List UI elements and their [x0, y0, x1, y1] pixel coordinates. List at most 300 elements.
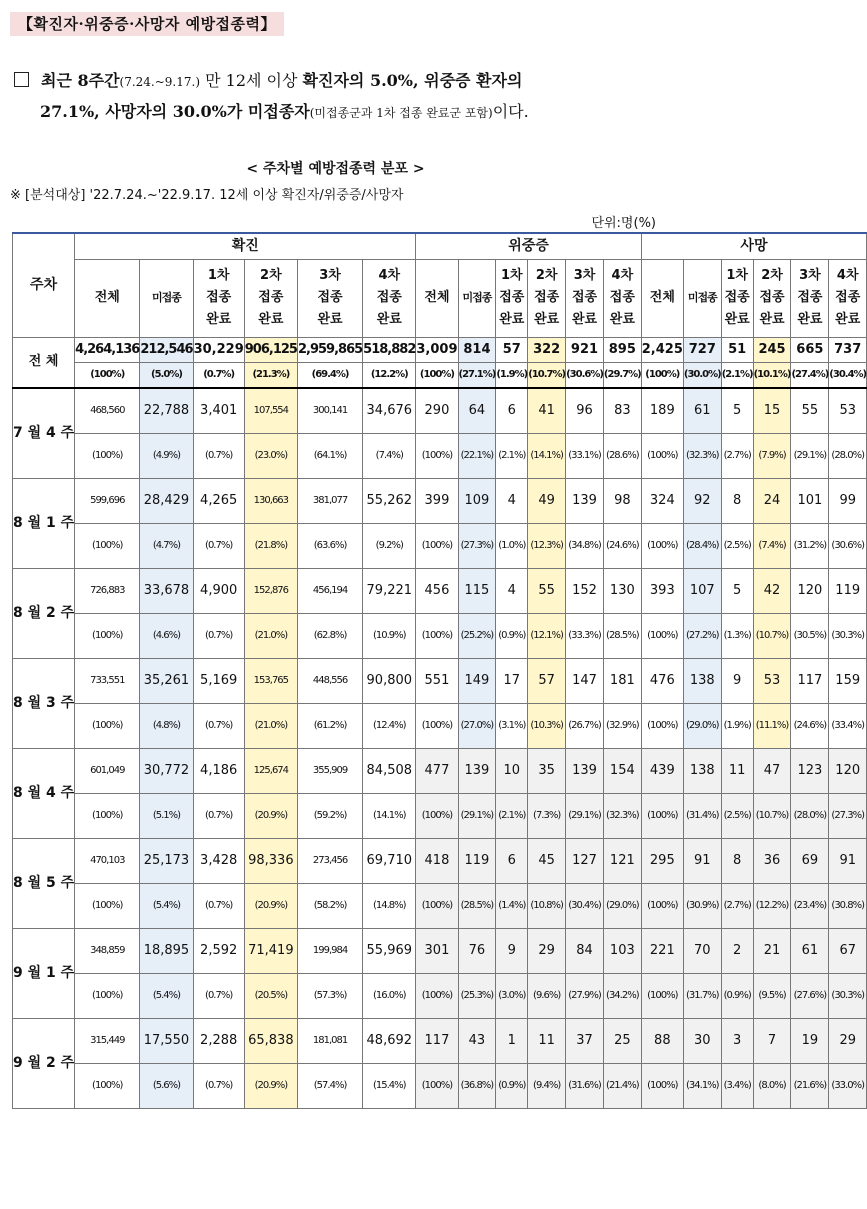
cell-count: 15 [753, 388, 791, 434]
cell-count: 301 [416, 928, 458, 973]
cell-percent: (61.2%) [297, 703, 362, 748]
cell-count: 551 [416, 658, 458, 703]
cell-percent: (10.8%) [528, 883, 566, 928]
cell-percent: (12.1%) [528, 613, 566, 658]
week-header: 주차 [13, 233, 75, 337]
cell-count: 159 [829, 658, 867, 703]
cell-count: 84,508 [363, 748, 416, 793]
cell-count: 117 [416, 1018, 458, 1063]
cell-count: 139 [458, 748, 496, 793]
cell-percent: (25.2%) [458, 613, 496, 658]
bullet-period: (7.24.~9.17.) [119, 75, 201, 89]
cell-count: 290 [416, 388, 458, 434]
cell-percent: (15.4%) [363, 1063, 416, 1108]
cell-percent: (31.4%) [683, 793, 721, 838]
cell-count: 67 [829, 928, 867, 973]
cell-percent: (0.7%) [193, 883, 244, 928]
cell-count: 470,103 [75, 838, 140, 883]
cell-count: 99 [829, 478, 867, 523]
cell-percent: (32.3%) [603, 793, 641, 838]
cell-count: 79,221 [363, 568, 416, 613]
cell-count: 733,551 [75, 658, 140, 703]
col-header: 2차 접종 완료 [528, 259, 566, 337]
cell-count: 103 [603, 928, 641, 973]
cell-count: 55,262 [363, 478, 416, 523]
cell-count: 53 [753, 658, 791, 703]
cell-count: 315,449 [75, 1018, 140, 1063]
cell-percent: (12.2%) [363, 362, 416, 388]
cell-percent: (23.0%) [244, 433, 297, 478]
cell-count: 55 [791, 388, 829, 434]
cell-percent: (27.2%) [683, 613, 721, 658]
cell-count: 2,959,865 [297, 337, 362, 362]
cell-percent: (4.9%) [140, 433, 193, 478]
cell-percent: (16.0%) [363, 973, 416, 1018]
cell-percent: (21.3%) [244, 362, 297, 388]
cell-count: 737 [829, 337, 867, 362]
cell-count: 5 [721, 388, 753, 434]
cell-percent: (29.0%) [683, 703, 721, 748]
cell-percent: (30.4%) [829, 362, 867, 388]
cell-count: 121 [603, 838, 641, 883]
cell-count: 11 [721, 748, 753, 793]
cell-count: 35 [528, 748, 566, 793]
cell-count: 273,456 [297, 838, 362, 883]
cell-percent: (33.4%) [829, 703, 867, 748]
cell-count: 139 [566, 748, 604, 793]
col-header: 3차 접종 완료 [791, 259, 829, 337]
cell-count: 2,592 [193, 928, 244, 973]
cell-count: 4,264,136 [75, 337, 140, 362]
cell-count: 22,788 [140, 388, 193, 434]
cell-percent: (7.3%) [528, 793, 566, 838]
bullet-text-4: 27.1%, 사망자의 30.0%가 미접종자 [40, 102, 310, 121]
cell-count: 138 [683, 658, 721, 703]
cell-percent: (2.5%) [721, 793, 753, 838]
cell-percent: (4.6%) [140, 613, 193, 658]
cell-count: 55,969 [363, 928, 416, 973]
cell-count: 33,678 [140, 568, 193, 613]
col-header: 미접종 [140, 259, 193, 337]
cell-count: 61 [683, 388, 721, 434]
cell-percent: (0.7%) [193, 613, 244, 658]
cell-percent: (59.2%) [297, 793, 362, 838]
cell-percent: (5.4%) [140, 973, 193, 1018]
cell-percent: (5.4%) [140, 883, 193, 928]
cell-count: 34,676 [363, 388, 416, 434]
cell-percent: (7.4%) [753, 523, 791, 568]
cell-count: 245 [753, 337, 791, 362]
cell-percent: (100%) [75, 362, 140, 388]
cell-count: 727 [683, 337, 721, 362]
cell-count: 91 [829, 838, 867, 883]
cell-count: 181,081 [297, 1018, 362, 1063]
cell-percent: (100%) [75, 1063, 140, 1108]
cell-count: 221 [641, 928, 683, 973]
col-header: 미접종 [458, 259, 496, 337]
cell-percent: (10.1%) [753, 362, 791, 388]
cell-percent: (4.8%) [140, 703, 193, 748]
cell-percent: (14.8%) [363, 883, 416, 928]
week-label: 8 월 2 주 [13, 568, 75, 658]
cell-count: 115 [458, 568, 496, 613]
col-header: 2차 접종 완료 [244, 259, 297, 337]
cell-percent: (31.2%) [791, 523, 829, 568]
cell-percent: (100%) [75, 883, 140, 928]
cell-percent: (29.1%) [458, 793, 496, 838]
cell-count: 814 [458, 337, 496, 362]
cell-percent: (100%) [641, 362, 683, 388]
cell-count: 69,710 [363, 838, 416, 883]
cell-count: 30 [683, 1018, 721, 1063]
cell-percent: (100%) [641, 973, 683, 1018]
cell-count: 88 [641, 1018, 683, 1063]
cell-percent: (64.1%) [297, 433, 362, 478]
week-label: 8 월 4 주 [13, 748, 75, 838]
cell-percent: (27.1%) [458, 362, 496, 388]
cell-count: 125,674 [244, 748, 297, 793]
cell-percent: (1.9%) [721, 703, 753, 748]
cell-percent: (21.8%) [244, 523, 297, 568]
cell-count: 109 [458, 478, 496, 523]
cell-count: 381,077 [297, 478, 362, 523]
cell-percent: (69.4%) [297, 362, 362, 388]
cell-percent: (30.9%) [683, 883, 721, 928]
cell-percent: (30.5%) [791, 613, 829, 658]
cell-percent: (27.6%) [791, 973, 829, 1018]
cell-percent: (9.5%) [753, 973, 791, 1018]
cell-count: 348,859 [75, 928, 140, 973]
week-label: 9 월 1 주 [13, 928, 75, 1018]
cell-percent: (5.6%) [140, 1063, 193, 1108]
cell-count: 418 [416, 838, 458, 883]
cell-count: 21 [753, 928, 791, 973]
cell-percent: (100%) [416, 973, 458, 1018]
cell-percent: (100%) [641, 613, 683, 658]
cell-percent: (20.9%) [244, 1063, 297, 1108]
unit-label: 단위:명(%) [591, 216, 656, 231]
cell-percent: (2.7%) [721, 433, 753, 478]
cell-count: 921 [566, 337, 604, 362]
bullet-text-2: 만 12세 이상 [200, 71, 303, 90]
cell-count: 4 [496, 568, 528, 613]
cell-count: 6 [496, 388, 528, 434]
cell-count: 393 [641, 568, 683, 613]
cell-count: 152,876 [244, 568, 297, 613]
cell-count: 601,049 [75, 748, 140, 793]
cell-percent: (1.9%) [496, 362, 528, 388]
cell-count: 120 [791, 568, 829, 613]
vaccination-table [12, 232, 867, 1109]
cell-percent: (100%) [75, 613, 140, 658]
cell-percent: (9.2%) [363, 523, 416, 568]
cell-count: 324 [641, 478, 683, 523]
cell-percent: (3.0%) [496, 973, 528, 1018]
cell-count: 130,663 [244, 478, 297, 523]
cell-percent: (27.3%) [458, 523, 496, 568]
cell-count: 30,772 [140, 748, 193, 793]
cell-percent: (100%) [641, 793, 683, 838]
cell-count: 35,261 [140, 658, 193, 703]
cell-count: 322 [528, 337, 566, 362]
cell-percent: (0.7%) [193, 523, 244, 568]
page-title: 【확진자·위중증·사망자 예방접종력】 [10, 12, 284, 36]
cell-count: 25 [603, 1018, 641, 1063]
cell-count: 96 [566, 388, 604, 434]
cell-count: 5,169 [193, 658, 244, 703]
cell-percent: (2.7%) [721, 883, 753, 928]
cell-count: 117 [791, 658, 829, 703]
cell-count: 2,425 [641, 337, 683, 362]
cell-percent: (100%) [416, 1063, 458, 1108]
cell-count: 1 [496, 1018, 528, 1063]
cell-percent: (25.3%) [458, 973, 496, 1018]
cell-count: 4 [496, 478, 528, 523]
cell-percent: (30.4%) [566, 883, 604, 928]
cell-percent: (34.1%) [683, 1063, 721, 1108]
cell-percent: (0.7%) [193, 703, 244, 748]
cell-count: 2 [721, 928, 753, 973]
cell-percent: (29.7%) [603, 362, 641, 388]
cell-percent: (34.2%) [603, 973, 641, 1018]
cell-percent: (57.3%) [297, 973, 362, 1018]
cell-percent: (14.1%) [528, 433, 566, 478]
cell-count: 11 [528, 1018, 566, 1063]
analysis-note: ※ [분석대상] '22.7.24.~'22.9.17. 12세 이상 확진자/위중증/사망자 [10, 188, 404, 203]
cell-percent: (30.8%) [829, 883, 867, 928]
cell-percent: (32.3%) [683, 433, 721, 478]
cell-percent: (1.0%) [496, 523, 528, 568]
cell-percent: (10.7%) [753, 793, 791, 838]
cell-percent: (22.1%) [458, 433, 496, 478]
col-header: 2차 접종 완료 [753, 259, 791, 337]
cell-count: 17,550 [140, 1018, 193, 1063]
cell-count: 476 [641, 658, 683, 703]
cell-count: 153,765 [244, 658, 297, 703]
cell-percent: (10.3%) [528, 703, 566, 748]
cell-percent: (12.2%) [753, 883, 791, 928]
cell-percent: (100%) [75, 793, 140, 838]
week-label: 8 월 3 주 [13, 658, 75, 748]
cell-percent: (100%) [641, 703, 683, 748]
cell-percent: (100%) [416, 793, 458, 838]
cell-count: 906,125 [244, 337, 297, 362]
cell-percent: (100%) [641, 1063, 683, 1108]
cell-count: 70 [683, 928, 721, 973]
cell-percent: (29.1%) [791, 433, 829, 478]
cell-count: 3 [721, 1018, 753, 1063]
cell-count: 64 [458, 388, 496, 434]
cell-percent: (100%) [416, 362, 458, 388]
cell-count: 120 [829, 748, 867, 793]
cell-percent: (0.7%) [193, 793, 244, 838]
cell-percent: (5.1%) [140, 793, 193, 838]
cell-count: 8 [721, 838, 753, 883]
bullet-text-1: 최근 8주간 [41, 71, 120, 90]
cell-percent: (29.1%) [566, 793, 604, 838]
cell-count: 139 [566, 478, 604, 523]
cell-percent: (29.0%) [603, 883, 641, 928]
cell-count: 53 [829, 388, 867, 434]
cell-percent: (100%) [641, 433, 683, 478]
cell-count: 456 [416, 568, 458, 613]
cell-count: 154 [603, 748, 641, 793]
cell-count: 399 [416, 478, 458, 523]
cell-percent: (28.6%) [603, 433, 641, 478]
cell-count: 18,895 [140, 928, 193, 973]
cell-count: 61 [791, 928, 829, 973]
cell-percent: (30.3%) [829, 613, 867, 658]
cell-count: 19 [791, 1018, 829, 1063]
cell-percent: (10.7%) [753, 613, 791, 658]
cell-percent: (100%) [75, 433, 140, 478]
cell-percent: (0.7%) [193, 433, 244, 478]
cell-count: 599,696 [75, 478, 140, 523]
col-header: 1차 접종 완료 [721, 259, 753, 337]
cell-percent: (100%) [641, 883, 683, 928]
cell-percent: (63.6%) [297, 523, 362, 568]
cell-percent: (23.4%) [791, 883, 829, 928]
cell-count: 55 [528, 568, 566, 613]
col-header: 3차 접종 완료 [566, 259, 604, 337]
cell-count: 4,186 [193, 748, 244, 793]
cell-percent: (3.4%) [721, 1063, 753, 1108]
bullet-note: (미접종군과 1차 접종 완료군 포함) [309, 106, 493, 120]
cell-percent: (10.7%) [528, 362, 566, 388]
cell-count: 30,229 [193, 337, 244, 362]
cell-count: 10 [496, 748, 528, 793]
cell-count: 71,419 [244, 928, 297, 973]
cell-percent: (32.9%) [603, 703, 641, 748]
cell-percent: (2.5%) [721, 523, 753, 568]
cell-percent: (12.3%) [528, 523, 566, 568]
cell-percent: (30.3%) [829, 973, 867, 1018]
cell-count: 42 [753, 568, 791, 613]
cell-count: 3,009 [416, 337, 458, 362]
cell-count: 98,336 [244, 838, 297, 883]
cell-percent: (20.9%) [244, 883, 297, 928]
cell-percent: (30.6%) [566, 362, 604, 388]
cell-count: 51 [721, 337, 753, 362]
cell-percent: (4.7%) [140, 523, 193, 568]
cell-count: 24 [753, 478, 791, 523]
cell-count: 69 [791, 838, 829, 883]
week-label: 9 월 2 주 [13, 1018, 75, 1108]
cell-count: 98 [603, 478, 641, 523]
cell-percent: (100%) [641, 523, 683, 568]
cell-count: 29 [528, 928, 566, 973]
week-label: 전 체 [13, 337, 75, 388]
week-label: 7 월 4 주 [13, 388, 75, 479]
cell-count: 7 [753, 1018, 791, 1063]
cell-count: 189 [641, 388, 683, 434]
col-header: 1차 접종 완료 [496, 259, 528, 337]
cell-percent: (27.0%) [458, 703, 496, 748]
cell-percent: (30.6%) [829, 523, 867, 568]
cell-percent: (33.3%) [566, 613, 604, 658]
cell-percent: (27.4%) [791, 362, 829, 388]
cell-count: 147 [566, 658, 604, 703]
cell-count: 127 [566, 838, 604, 883]
cell-percent: (27.9%) [566, 973, 604, 1018]
cell-count: 49 [528, 478, 566, 523]
cell-count: 9 [496, 928, 528, 973]
group-header-death: 사망 [641, 233, 866, 259]
cell-count: 130 [603, 568, 641, 613]
cell-percent: (2.1%) [721, 362, 753, 388]
group-header-severe: 위중증 [416, 233, 641, 259]
cell-count: 65,838 [244, 1018, 297, 1063]
cell-percent: (30.0%) [683, 362, 721, 388]
cell-count: 5 [721, 568, 753, 613]
cell-count: 83 [603, 388, 641, 434]
col-header: 전체 [641, 259, 683, 337]
cell-count: 300,141 [297, 388, 362, 434]
cell-percent: (12.4%) [363, 703, 416, 748]
cell-count: 4,900 [193, 568, 244, 613]
cell-percent: (14.1%) [363, 793, 416, 838]
week-label: 8 월 5 주 [13, 838, 75, 928]
cell-percent: (34.8%) [566, 523, 604, 568]
table-caption: < 주차별 예방접종력 분포 > [246, 161, 425, 177]
cell-percent: (9.6%) [528, 973, 566, 1018]
cell-percent: (36.8%) [458, 1063, 496, 1108]
cell-percent: (7.4%) [363, 433, 416, 478]
week-label: 8 월 1 주 [13, 478, 75, 568]
cell-count: 8 [721, 478, 753, 523]
cell-count: 4,265 [193, 478, 244, 523]
cell-percent: (28.4%) [683, 523, 721, 568]
cell-count: 119 [458, 838, 496, 883]
group-header-confirmed: 확진 [75, 233, 416, 259]
cell-count: 90,800 [363, 658, 416, 703]
cell-count: 101 [791, 478, 829, 523]
cell-count: 91 [683, 838, 721, 883]
cell-percent: (31.7%) [683, 973, 721, 1018]
cell-percent: (0.9%) [496, 1063, 528, 1108]
cell-count: 181 [603, 658, 641, 703]
cell-percent: (21.6%) [791, 1063, 829, 1108]
cell-percent: (28.5%) [458, 883, 496, 928]
cell-percent: (2.1%) [496, 433, 528, 478]
cell-count: 3,401 [193, 388, 244, 434]
col-header: 미접종 [683, 259, 721, 337]
cell-count: 152 [566, 568, 604, 613]
cell-count: 57 [528, 658, 566, 703]
cell-percent: (9.4%) [528, 1063, 566, 1108]
cell-count: 48,692 [363, 1018, 416, 1063]
cell-count: 84 [566, 928, 604, 973]
cell-count: 138 [683, 748, 721, 793]
cell-percent: (57.4%) [297, 1063, 362, 1108]
cell-percent: (62.8%) [297, 613, 362, 658]
col-header: 4차 접종 완료 [829, 259, 867, 337]
cell-count: 3,428 [193, 838, 244, 883]
bullet-text-3: 확진자의 5.0%, 위중증 환자의 [302, 71, 523, 90]
cell-percent: (100%) [75, 703, 140, 748]
cell-percent: (2.1%) [496, 793, 528, 838]
cell-percent: (58.2%) [297, 883, 362, 928]
cell-count: 47 [753, 748, 791, 793]
cell-count: 45 [528, 838, 566, 883]
cell-percent: (5.0%) [140, 362, 193, 388]
cell-count: 119 [829, 568, 867, 613]
cell-percent: (100%) [416, 883, 458, 928]
cell-count: 355,909 [297, 748, 362, 793]
cell-percent: (0.9%) [721, 973, 753, 1018]
cell-count: 456,194 [297, 568, 362, 613]
cell-percent: (28.0%) [791, 793, 829, 838]
